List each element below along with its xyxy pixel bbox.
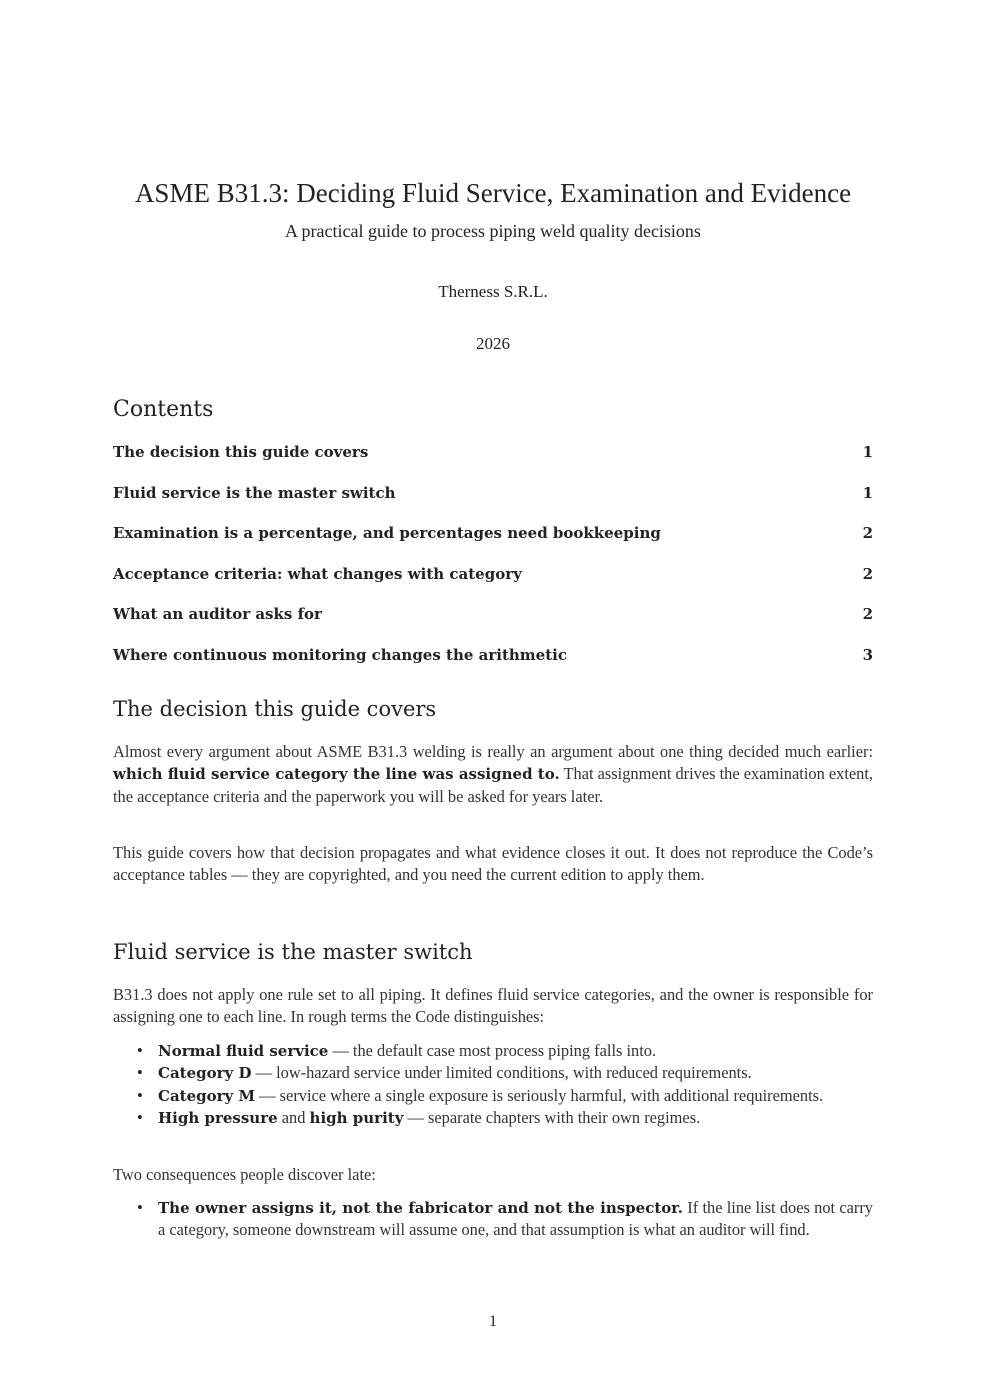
document-author: Therness S.R.L. [438,282,548,301]
toc-entry-title: Acceptance criteria: what changes with category [113,564,522,583]
section-paragraph: Two consequences people discover late: [113,1165,376,1184]
list-item-text: — separate chapters with their own regimes. [403,1108,701,1128]
toc-entry[interactable] [113,644,873,685]
section-heading: The decision this guide covers [113,697,437,721]
toc-entry-title: Fluid service is the master switch [113,483,396,502]
section-paragraph: This guide covers how that decision propagates and what evidence closes it out. It does not reproduce the Code’s acceptance tables — they are copyrighted, and you need the current edition to apply them. [113,843,873,885]
toc-entry-page: 2 [862,524,873,543]
list-item-term: Category M [158,1086,256,1105]
toc-entry-page: 3 [862,645,873,664]
list-item [113,1085,873,1107]
list-item-text: — low-hazard service under limited conditions, with reduced requirements. [251,1063,752,1083]
toc-entry-title: The decision this guide covers [113,443,369,461]
list-item-text: — the default case most process piping falls into. [328,1041,657,1060]
toc-entry[interactable] [113,441,873,482]
paragraph-emphasis: which fluid service category the line was assigned to. [113,765,560,784]
toc-entry-page: 1 [862,443,873,461]
list-item [113,1040,873,1062]
toc-entry[interactable] [113,563,873,604]
section-heading: Fluid service is the master switch [113,940,473,964]
list-item-term: The owner assigns it, not the fabricator and not the inspector. [158,1199,684,1217]
list-item-term: High pressure [158,1109,278,1128]
section-paragraph [113,741,873,808]
list-item-term: Category D [158,1064,252,1083]
section-paragraph: B31.3 does not apply one rule set to all piping. It defines fluid service categories, and the owner is responsible for assigning one to each line. In rough terms the Code distinguishes: [113,985,873,1027]
consequence-list [113,1197,873,1242]
document-title: ASME B31.3: Deciding Fluid Service, Examination and Evidence [134,178,852,208]
toc-entry[interactable] [113,522,873,563]
list-item-text: If the line list does not carry a category, someone downstream will assume one, and that assumption is what an auditor will find. [158,1198,873,1240]
toc-entry-title: Examination is a percentage, and percentages need bookkeeping [113,524,661,543]
list-item [113,1107,873,1129]
list-item [113,1062,873,1084]
toc-entry-page: 2 [862,605,873,624]
paragraph-text: That assignment drives the examination extent, the acceptance criteria and the paperwork you will be asked for years later. [113,764,874,806]
list-item-text: and [277,1108,310,1128]
toc-entry[interactable] [113,603,873,644]
document-subtitle: A practical guide to process piping weld quality decisions [285,221,701,241]
list-item-term: Normal fluid service [158,1042,329,1060]
list-item [113,1197,873,1242]
toc-entry[interactable] [113,482,873,523]
document-date: 2026 [476,334,510,353]
table-of-contents [113,441,873,685]
page-number: 1 [489,1313,497,1330]
toc-entry-page: 2 [862,564,873,583]
toc-heading: Contents [113,397,214,422]
toc-entry-title: What an auditor asks for [113,605,322,624]
list-item-text: — service where a single exposure is seriously harmful, with additional requirements. [255,1085,824,1105]
fluid-service-list [113,1040,873,1130]
list-item-term: high purity [309,1109,404,1128]
paragraph-text: Almost every argument about ASME B31.3 welding is really an argument about one thing decided much earlier: [113,742,873,761]
toc-entry-title: Where continuous monitoring changes the arithmetic [113,645,567,664]
toc-entry-page: 1 [862,483,873,502]
